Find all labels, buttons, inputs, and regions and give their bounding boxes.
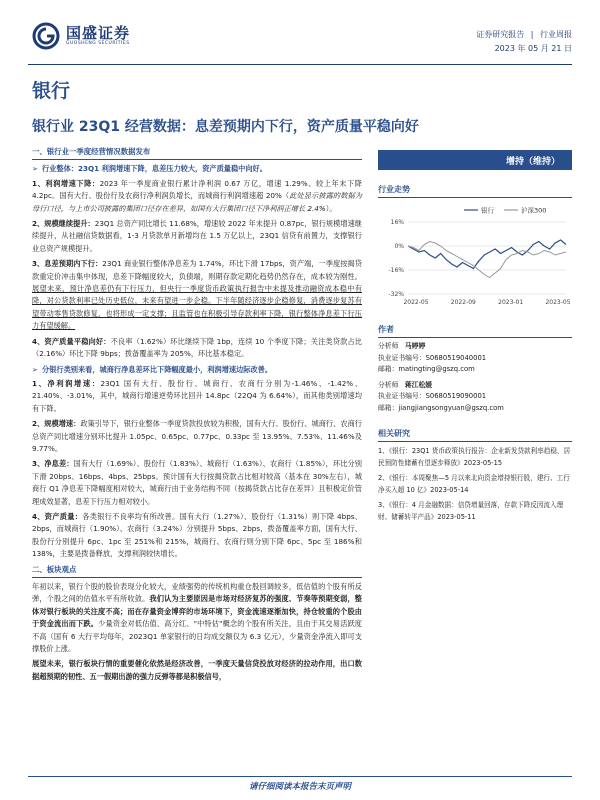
report-type: 证券研究报告 [476,30,525,39]
header-rule [28,64,572,65]
brand-logo [32,22,130,50]
para-profit: 1、利润增速下降：2023 年一季度商业银行累计净利润 0.67 万亿，增速 1.29%、较上年末下降 4.2pc。国有大行、股份行及农商行净利润负增长，而城商行利润增速超 20%（此处显示披露的数据为母行口径，与上市公司披露的集团口径存在差异，如国有大行集团口径下净利润正增长 2.4%）。 [32,178,362,213]
section-1-summary: ➢ 行业整体：23Q1 利润增速下降，息差压力较大，资产质量稳中向好。 [32,163,362,175]
para-asset-quality-by-type: 4、资产质量：各类银行不良率均有所改善。国有大行（1.27%）、股份行（1.31%）则下降 4bps、2bps，而城商行（1.90%）、农商行（3.24%）分别提升 5bps、2bps，拨备覆盖率方面，国有大行、股份行分别提升 6pc、1pc 至 251%和 215%，城商行、农商行则分别下降 6pc、5pc 至 186%和 138%，主要是拨备释放，支撑利润较快增长。 [32,511,362,559]
para-outlook: 展望未来，银行板块行情的重要催化依然是经济改善，一季度天量信贷投放对经济的拉动作用，出口数据超预期的韧性、五一假期出游的强力反弹等都是积极信号， [32,659,362,681]
para-scale-growth: 2、规模增速：政策引导下，银行业整体一季度贷款投放较为积极，国有大行、股份行、城商行、农商行总资产同比增速分别环比提升 1.05pc、0.65pc、0.77pc、0.33pc 至 13.95%、7.53%、11.46%及 9.77%。 [32,419,362,453]
legend-bank: 银行 [481,206,494,215]
brand-mark-icon [32,22,60,50]
related-item[interactable]: 1、《银行：23Q1 货币政策执行报告：企业新发贷款利率趋稳，居民预防性储蓄有望逐步释放》2023-05-15 [378,447,571,467]
x-tick-label: 2023-05 [545,299,571,306]
analyst-1-name: 马婷婷 [404,342,426,350]
para-asset-quality: 4、资产质量平稳向好：不良率（1.62%）环比继续下降 1bp，连续 10 个季度下降；关注类贷款占比（2.16%）环比下降 9bps；拨备覆盖率为 205%，环比基本稳定。 [32,336,362,359]
analyst-2-cert: 执业证书编号：S0680519090001 [378,392,487,400]
y-tick-label: -16% [388,267,404,274]
section-1-title: 一、银行业一季度经营情况数据发布 [32,146,362,160]
brand-name-en: GUOSHENG SECURITIES [66,41,130,46]
x-tick-label: 2022-09 [450,299,476,306]
x-tick-label: 2022-05 [403,299,429,306]
series-line-bank [408,240,566,269]
report-series: 行业周报 [540,30,572,39]
para-scale: 2、规模继续提升：23Q1 总资产同比增长 11.68%，增速较 2022 年末提升 0.87pc，银行规模增速继续提升，从社融信贷数据看，1-3 月贷款单月新增均在 1.5 万亿以上，23Q1 信贷有前置力，支撑银行业总资产规模提升。 [32,219,362,253]
sidebar [378,146,572,523]
para-nim: 3、息差预期内下行：23Q1 商业银行整体净息差为 1.74%，环比下滑 17bps，资产端，一季度按揭贷款重定价冲击集中体现，息差下降幅度较大，负债端，则期存款定期化趋势仍然存在，成本较为刚性。展望未来，预计净息差仍有下行压力，但央行一季度货币政策执行报告中未提及推动融资成本稳中有降，对公贷款利率已处历史低位，未来有望进一步企稳。下半年随经济逐步企稳修复，消费逐步复苏有望带动零售贷款修复，也将形成一定支撑；且监管也在积极引导存款利率下降，银行整体净息差下行压力有望缓解。 [32,259,362,331]
related-item[interactable]: 3、《银行：4 月金融数据：信贷增量回落，存款下降反因流入理财、储蓄转平产品》2023-05-11 [378,501,564,521]
analyst-1 [378,341,572,376]
arrow-icon: ➢ [32,364,39,374]
analyst-2-email[interactable]: 邮箱：jiangjiangsongyuan@gszq.com [378,403,504,412]
related-item[interactable]: 2、《银行：本周聚焦—5 月以来北向资金增持银行股，建行、工行净买入超 10 亿》2023-05-14 [378,474,570,494]
trend-chart [378,202,572,310]
rating-badge: 增持（维持） [378,150,572,170]
x-tick-label: 2023-01 [498,299,524,306]
industry-title: 银行 [32,80,71,102]
para-view: 年初以来，银行个股的股价表现分化较大，业绩强势的传统机构重仓股回调较多，低估值的个股有所反弹，个股之间的估值水平有所收敛。我们认为主要原因是市场对经济复苏的强度、节奏等预期变弱，整体对银行板块的关注度不高；而在存量资金博弈的市场环境下，资金流速逐渐加快，持仓较重的个股由于资金流出而下跌。少量资金对低估值、高分红、"中特估"概念的个股有所关注，且由于其交易活跃度不高（国有 6 大行平均每年，2023Q1 单家银行的日均成交额仅为 6.3 亿元），少量资金净流入即可支撑股价上涨。 [32,582,362,654]
authors-title: 作者 [378,324,572,338]
trend-title: 行业走势 [378,184,572,198]
disclaimer-footer: 请仔细阅读本报告末页声明 [248,782,351,792]
report-meta [476,28,572,56]
section-2-title: 二、板块观点 [32,564,362,578]
main-content [32,146,362,686]
report-headline: 银行业 23Q1 经营数据：息差预期内下行，资产质量平稳向好 [32,119,419,135]
analyst-2-role: 分析师 [378,380,399,389]
analyst-1-role: 分析师 [378,342,399,350]
y-tick-label: -32% [388,291,404,298]
section-1b-summary: ➢ 分银行类别来看，城商行净息差环比下降幅度最小，利润增速边际改善。 [32,364,362,376]
report-date: 2023 年 05 月 21 日 [494,44,572,53]
analyst-1-cert: 执业证书编号：S0680519040001 [378,353,487,362]
y-tick-label: 0% [394,243,404,250]
arrow-icon: ➢ [32,164,39,174]
analyst-1-email[interactable]: 邮箱：matingting@gszq.com [378,365,475,373]
brand-name-cn: 国盛证券 [66,24,131,42]
y-tick-label: 16% [390,219,404,226]
para-net-interest-margin: 3、净息差：国有大行（1.69%）、股份行（1.83%）、城商行（1.63%）、农商行（1.85%），环比分别下滑 20bps、16bps、4bps、25bps。预计国有大行按揭贷款占比相对较高（基本在 30%左右），城商行 Q1 净息差下降幅度相对较大，城商行由于业务结构不同（按揭贷款占比存在差异）且积极定价管理成效显著，息差下行压力相对较小。 [32,459,362,506]
series-line-index [408,242,566,278]
analyst-2-name: 蒋江松媛 [404,380,433,389]
footer-rule [28,776,572,777]
trend-chart-svg [378,202,572,310]
para-net-profit-growth: 1、净利润增速：23Q1 国有大行、股份行、城商行、农商行分别为-1.46%、-1.42%、21.40%、-3.01%，其中，城商行增速逆势环比回升 14.8pc（22Q4 为 6.64%），而其他类别增速均有下降。 [32,378,362,413]
related-research-title: 相关研究 [378,428,572,442]
analyst-2 [378,380,572,415]
meta-separator: | [530,30,534,39]
legend-index: 沪深300 [521,206,547,215]
